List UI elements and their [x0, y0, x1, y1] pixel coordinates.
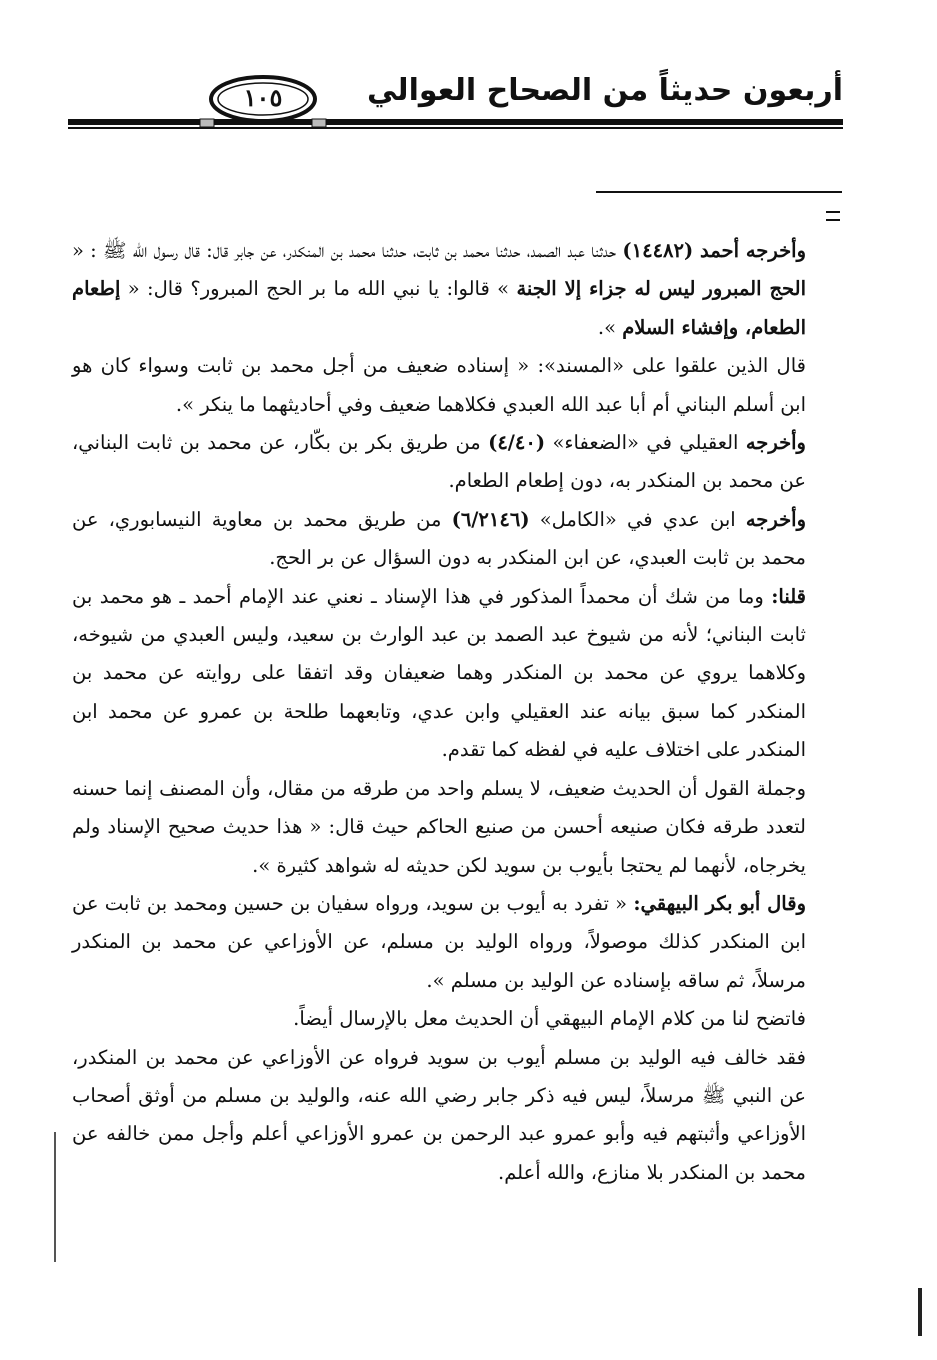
page-number-badge [198, 73, 328, 129]
volume-page-reference: (٤/٤٠) [488, 431, 546, 455]
paragraph-7 [72, 885, 806, 1000]
paragraph-text: » قالوا: يا نبي الله ما بر الحج المبرور؟ قال: « [120, 277, 517, 301]
paragraph-5 [72, 578, 806, 770]
paragraph-text: من طريق محمد بن معاوية النيسابوري، عن محمد بن ثابت العبدي، عن ابن المنكدر به دون السؤال عن بر الحج. [72, 507, 806, 570]
header-rule [68, 119, 843, 125]
paragraph-lead: قلنا: [771, 584, 806, 608]
paragraph-2 [72, 347, 806, 424]
paragraph-text: حدثنا عبد الصمد، حدثنا محمد بن ثابت، حدثنا محمد بن المنكدر، عن جابر قال: قال رسول الله ﷺ : « [72, 239, 623, 262]
paragraph-text: فقد خالف فيه الوليد بن مسلم أيوب بن سويد فرواه عن الأوزاعي عن محمد بن المنكدر، عن النبي ﷺ مرسلاً، ليس فيه ذكر جابر رضي الله عنه، والوليد بن مسلم من أوثق أصحاب الأوزاعي وأثبتهم فيه وأبو عمرو عبد الرحمن بن عمرو الأوزاعي أعلم وأجل ممن خالفه عن محمد بن المنكدر بلا منازع، والله أعلم. [72, 1045, 806, 1184]
paragraph-text: وما من شك أن محمداً المذكور في هذا الإسناد ـ نعني عند الإمام أحمد ـ هو محمد بن ثابت البناني؛ لأنه من شيوخ عبد الصمد بن عبد الوارث بن سعيد، وليس العبدي من شيوخه، وكلاهما يروي عن محمد بن المنكدر وهما ضعيفان وقد اتفقا على روايته عن محمد بن المنكدر كما سبق بيانه عند العقيلي وابن عدي، وتابعهما طلحة بن عمرو عن محمد ابن المنكدر على اختلاف عليه في لفظه كما تقدم. [72, 584, 806, 762]
paragraph-1 [72, 232, 806, 347]
page-header [68, 55, 843, 135]
equals-mark [826, 211, 840, 221]
paragraph-text: ». [597, 315, 623, 339]
separator-line [596, 191, 842, 193]
paragraph-text: وجملة القول أن الحديث ضعيف، لا يسلم واحد من طرقه من مقال، وأن المصنف إنما حسنه لتعدد طرقه فكان صنيعه أحسن من صنيع الحاكم حيث قال: « هذا حديث صحيح الإسناد ولم يخرجاه، لأنهما لم يحتجا بأيوب بن سويد لكن حديثه له شواهد كثيرة ». [72, 776, 806, 877]
paragraph-6 [72, 770, 806, 885]
volume-page-reference: (٦/٢١٤٦) [451, 507, 530, 531]
hadith-quote: الحج المبرور ليس له جزاء إلا الجنة [516, 277, 807, 301]
paragraph-text: فاتضح لنا من كلام الإمام البيهقي أن الحديث معل بالإرسال أيضاً. [293, 1007, 806, 1031]
paragraph-lead: وأخرجه أحمد (١٤٤٨٢) [622, 239, 806, 262]
paragraph-text: « تفرد به أيوب بن سويد، ورواه سفيان بن حسين ومحمد بن ثابت عن ابن المنكدر كذلك موصولاً، ورواه الوليد بن مسلم، عن الأوزاعي عن محمد بن المنكدر مرسلاً، ثم ساقه بإسناده عن الوليد بن مسلم ». [72, 891, 806, 992]
paragraph-4 [72, 501, 806, 578]
paragraph-lead: وقال أبو بكر البيهقي: [633, 891, 806, 915]
hadith-quote: إطعام الطعام، وإفشاء السلام [72, 277, 806, 339]
margin-mark [54, 1132, 56, 1262]
header-rule-thin [68, 127, 843, 129]
paragraph-8 [72, 1000, 806, 1038]
paragraph-text: العقيلي في «الضعفاء» [545, 431, 746, 455]
paragraph-9 [72, 1039, 806, 1193]
page-body [72, 232, 806, 1192]
paragraph-text: من طريق بكر بن بكّار، عن محمد بن ثابت البناني، عن محمد بن المنكدر به، دون إطعام الطعام. [72, 431, 806, 493]
paragraph-lead: وأخرجه [745, 507, 806, 531]
paragraph-3 [72, 424, 806, 501]
paragraph-text: ابن عدي في «الكامل» [529, 507, 746, 531]
paragraph-text: قال الذين علقوا على «المسند»: « إسناده ضعيف من أجل محمد بن ثابت وسواء كان هو ابن أسلم البناني أم أبا عبد الله العبدي فكلاهما ضعيف وفي أحاديثهما ما ينكر ». [72, 354, 806, 416]
page-number: ١٠٥ [243, 83, 283, 112]
paragraph-lead: وأخرجه [745, 431, 806, 455]
book-title: أربعون حديثاً من الصحاح العوالي [366, 73, 843, 108]
scan-edge-mark [918, 1288, 922, 1336]
